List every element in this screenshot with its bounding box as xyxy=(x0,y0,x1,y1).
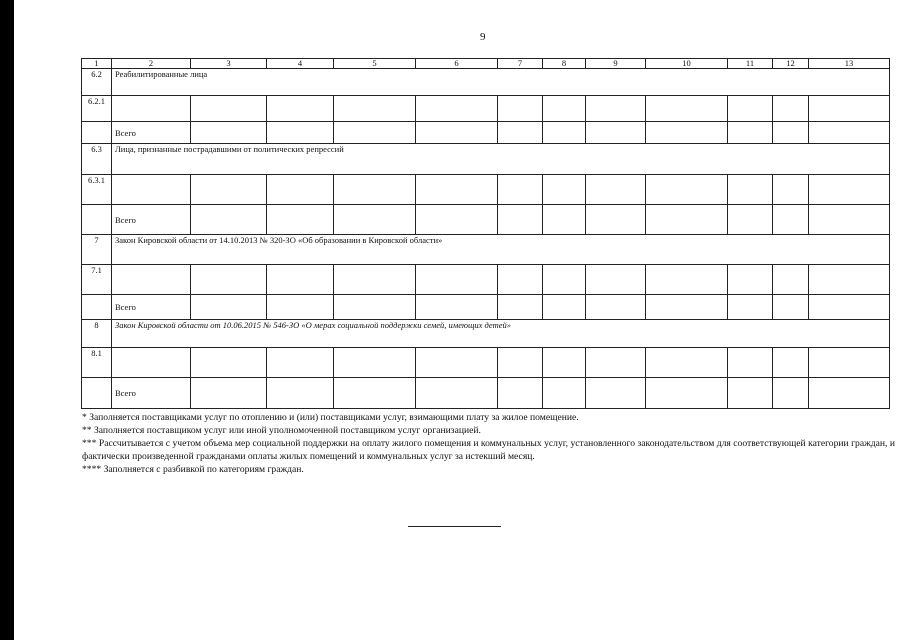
column-number: 6 xyxy=(416,59,498,69)
subsection-code: 6.3.1 xyxy=(82,174,112,204)
column-number: 4 xyxy=(267,59,334,69)
total-row xyxy=(82,205,890,235)
column-number: 9 xyxy=(586,59,646,69)
section-title: Закон Кировской области от 14.10.2013 № 320-ЗО «Об образовании в Кировской области» xyxy=(112,235,890,264)
column-number: 12 xyxy=(773,59,809,69)
section-row xyxy=(82,144,890,174)
subsection-code: 6.2.1 xyxy=(82,95,112,121)
table-row xyxy=(82,348,890,378)
total-row xyxy=(82,378,890,409)
total-label: Всего xyxy=(112,205,191,235)
section-title: Лица, признанные пострадавшими от политических репрессий xyxy=(112,144,890,174)
section-code: 6.3 xyxy=(82,144,112,174)
column-number: 3 xyxy=(191,59,267,69)
section-title: Реабилитированные лица xyxy=(112,69,890,95)
page-number: 9 xyxy=(480,31,486,43)
table-row xyxy=(82,95,890,121)
column-number: 11 xyxy=(728,59,773,69)
section-row xyxy=(82,69,890,95)
total-row xyxy=(82,295,890,319)
section-row xyxy=(82,235,890,264)
column-number: 2 xyxy=(112,59,191,69)
column-number: 7 xyxy=(498,59,543,69)
data-table xyxy=(81,58,890,409)
footnote: * Заполняется поставщиками услуг по отоплению и (или) поставщиками услуг, взимающими плату за жилое помещение. xyxy=(82,412,579,423)
table-row xyxy=(82,174,890,204)
scan-edge-bar xyxy=(0,0,14,640)
section-title: Закон Кировской области от 10.06.2015 № 546-ЗО «О мерах социальной поддержки семей, имеющих детей» xyxy=(112,319,890,347)
footnotes xyxy=(82,411,895,476)
total-label: Всего xyxy=(112,121,191,143)
table-row xyxy=(82,264,890,294)
section-code: 8 xyxy=(82,319,112,347)
footnote: **** Заполняется с разбивкой по категориям граждан. xyxy=(82,464,304,475)
column-number: 8 xyxy=(543,59,586,69)
end-of-document-rule xyxy=(408,526,501,527)
column-number-row xyxy=(82,59,890,69)
section-code: 7 xyxy=(82,235,112,264)
subsection-code: 8.1 xyxy=(82,348,112,378)
column-number: 5 xyxy=(334,59,416,69)
section-row xyxy=(82,319,890,347)
total-label: Всего xyxy=(112,295,191,319)
footnote: *** Рассчитывается с учетом объема мер социальной поддержки на оплату жилого помещения и коммунальных услуг, установленного законодательством для соответствующей категории граждан, и фактически произведенной гражданами оплаты жилых помещений и коммунальных услуг за истекший месяц. xyxy=(82,438,895,462)
column-number: 1 xyxy=(82,59,112,69)
total-label: Всего xyxy=(112,378,191,409)
total-row xyxy=(82,121,890,143)
footnote: ** Заполняется поставщиком услуг или иной уполномоченной поставщиком услуг организацией. xyxy=(82,425,481,436)
column-number: 13 xyxy=(809,59,890,69)
column-number: 10 xyxy=(646,59,728,69)
section-code: 6.2 xyxy=(82,69,112,95)
subsection-code: 7.1 xyxy=(82,264,112,294)
